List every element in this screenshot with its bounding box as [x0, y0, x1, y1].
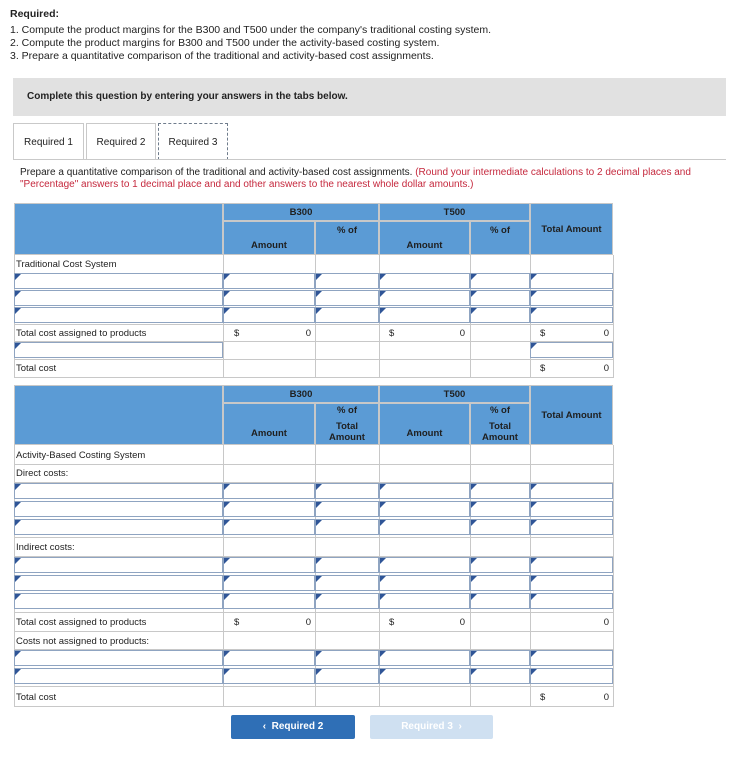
abc-direct-row1-b300-pct[interactable]	[315, 483, 379, 499]
abc-unassigned-row2-t500-amount[interactable]	[379, 668, 470, 684]
abc-header-total-amount: Total Amount	[530, 385, 613, 445]
abc-unassigned-row1-b300-pct[interactable]	[315, 650, 379, 666]
traditional-total-cost-label: Total cost	[16, 363, 57, 374]
traditional-total-sum-dollar: $	[540, 328, 546, 339]
next-required-3-button[interactable]	[370, 715, 493, 739]
traditional-header-total-amount: Total Amount	[530, 203, 613, 255]
tab-required-3[interactable]: Required 3	[158, 123, 228, 160]
abc-direct-row1-label[interactable]	[14, 483, 223, 499]
traditional-header-b300-pct: % of	[315, 221, 379, 255]
abc-indirect-row1-t500-amount[interactable]	[379, 557, 470, 573]
abc-unassigned-row1-t500-amount[interactable]	[379, 650, 470, 666]
abc-indirect-row1-total[interactable]	[530, 557, 613, 573]
traditional-row1-t500-pct[interactable]	[470, 273, 530, 289]
traditional-total-b300-value: 0	[305, 328, 311, 339]
abc-indirect-row2-b300-amount[interactable]	[223, 575, 315, 591]
abc-total-cost-value: 0	[603, 692, 609, 703]
traditional-header-b300-amount: Amount	[223, 221, 315, 255]
abc-header-t500-pct-line1: % of	[489, 405, 511, 416]
abc-section-label: Activity-Based Costing System	[16, 450, 146, 461]
traditional-extra-total-input[interactable]	[530, 342, 613, 358]
abc-direct-row3-t500-pct[interactable]	[470, 519, 530, 535]
prev-button-label: Required 2	[271, 721, 324, 732]
abc-indirect-costs-label: Indirect costs:	[16, 542, 75, 553]
abc-header-b300: B300	[223, 385, 379, 403]
required-item-2: 2. Compute the product margins for B300 and T500 under the activity-based costing system.	[10, 37, 440, 49]
abc-indirect-row1-label[interactable]	[14, 557, 223, 573]
abc-indirect-row3-t500-pct[interactable]	[470, 593, 530, 609]
traditional-row1-total[interactable]	[530, 273, 613, 289]
traditional-section-label: Traditional Cost System	[16, 259, 117, 270]
abc-header-b300-pct-line1: % of	[336, 405, 358, 416]
abc-direct-row1-total[interactable]	[530, 483, 613, 499]
traditional-row1-label-input[interactable]	[14, 273, 223, 289]
abc-direct-row3-t500-amount[interactable]	[379, 519, 470, 535]
traditional-header-blank	[14, 203, 223, 255]
tab-required-1[interactable]: Required 1	[13, 123, 84, 160]
traditional-row3-t500-amount[interactable]	[379, 307, 470, 323]
traditional-total-t500-value: 0	[459, 328, 465, 339]
prev-required-2-button[interactable]	[231, 715, 355, 739]
traditional-row3-b300-amount[interactable]	[223, 307, 315, 323]
traditional-row1-b300-pct[interactable]	[315, 273, 379, 289]
abc-total-cost-label: Total cost	[16, 692, 57, 703]
traditional-total-cost-value: 0	[603, 363, 609, 374]
tab-required-2[interactable]: Required 2	[86, 123, 156, 160]
abc-indirect-row2-b300-pct[interactable]	[315, 575, 379, 591]
abc-unassigned-row1-t500-pct[interactable]	[470, 650, 530, 666]
abc-indirect-row3-label[interactable]	[14, 593, 223, 609]
abc-unassigned-row2-b300-amount[interactable]	[223, 668, 315, 684]
abc-indirect-row2-total[interactable]	[530, 575, 613, 591]
abc-unassigned-row1-total[interactable]	[530, 650, 613, 666]
abc-indirect-row1-b300-pct[interactable]	[315, 557, 379, 573]
abc-unassigned-row2-label[interactable]	[14, 668, 223, 684]
traditional-header-t500-pct: % of	[470, 221, 530, 255]
abc-direct-row2-t500-pct[interactable]	[470, 501, 530, 517]
abc-direct-row2-t500-amount[interactable]	[379, 501, 470, 517]
traditional-row3-label-input[interactable]	[14, 307, 223, 323]
abc-unassigned-row1-label[interactable]	[14, 650, 223, 666]
chevron-right-icon: ›	[458, 721, 462, 732]
abc-header-t500: T500	[379, 385, 530, 403]
abc-indirect-row3-b300-pct[interactable]	[315, 593, 379, 609]
abc-direct-row1-t500-pct[interactable]	[470, 483, 530, 499]
tab-divider	[13, 159, 726, 160]
traditional-total-sum-value: 0	[603, 328, 609, 339]
abc-direct-row2-b300-amount[interactable]	[223, 501, 315, 517]
abc-unassigned-row2-b300-pct[interactable]	[315, 668, 379, 684]
required-item-3: 3. Prepare a quantitative comparison of the traditional and activity-based cost assignments.	[10, 50, 434, 62]
abc-header-b300-pct	[315, 403, 379, 445]
traditional-row3-total[interactable]	[530, 307, 613, 323]
traditional-total-t500-dollar: $	[389, 328, 395, 339]
abc-indirect-row3-total[interactable]	[530, 593, 613, 609]
abc-unassigned-row2-total[interactable]	[530, 668, 613, 684]
traditional-header-b300: B300	[223, 203, 379, 221]
abc-direct-row2-total[interactable]	[530, 501, 613, 517]
abc-direct-row1-b300-amount[interactable]	[223, 483, 315, 499]
abc-direct-row2-b300-pct[interactable]	[315, 501, 379, 517]
abc-indirect-row2-t500-amount[interactable]	[379, 575, 470, 591]
abc-total-cost-dollar: $	[540, 692, 546, 703]
abc-total-sum-value: 0	[603, 617, 609, 628]
traditional-row2-label-input[interactable]	[14, 290, 223, 306]
abc-direct-row3-b300-amount[interactable]	[223, 519, 315, 535]
traditional-row2-t500-pct[interactable]	[470, 290, 530, 306]
abc-direct-row3-total[interactable]	[530, 519, 613, 535]
traditional-total-cost-dollar: $	[540, 363, 546, 374]
abc-indirect-row2-label[interactable]	[14, 575, 223, 591]
abc-unassigned-row2-t500-pct[interactable]	[470, 668, 530, 684]
traditional-row1-b300-amount[interactable]	[223, 273, 315, 289]
abc-indirect-row3-b300-amount[interactable]	[223, 593, 315, 609]
traditional-row3-t500-pct[interactable]	[470, 307, 530, 323]
instruction-banner: Complete this question by entering your answers in the tabs below.	[13, 78, 726, 116]
traditional-header-t500-amount: Amount	[379, 221, 470, 255]
abc-header-blank	[14, 385, 223, 445]
abc-total-t500-value: 0	[459, 617, 465, 628]
traditional-total-b300-dollar: $	[234, 328, 240, 339]
traditional-total-assigned-label: Total cost assigned to products	[16, 328, 147, 339]
abc-indirect-row1-b300-amount[interactable]	[223, 557, 315, 573]
instruction-note: (Round your intermediate calculations to 2 decimal places and "Percentage" answers to 1 decimal place and and other answers to the nearest whole dollar amounts.)	[20, 167, 691, 190]
traditional-row3-b300-pct[interactable]	[315, 307, 379, 323]
traditional-row2-b300-amount[interactable]	[223, 290, 315, 306]
abc-total-assigned-label: Total cost assigned to products	[16, 617, 147, 628]
abc-indirect-row1-t500-pct[interactable]	[470, 557, 530, 573]
required-item-1: 1. Compute the product margins for the B300 and T500 under the company's traditional costing system.	[10, 24, 491, 36]
abc-direct-row3-b300-pct[interactable]	[315, 519, 379, 535]
traditional-extra-label-input[interactable]	[14, 342, 223, 358]
abc-direct-row3-label[interactable]	[14, 519, 223, 535]
abc-header-b300-amount: Amount	[223, 403, 315, 445]
next-button-label: Required 3	[401, 721, 453, 732]
traditional-row2-b300-pct[interactable]	[315, 290, 379, 306]
abc-direct-row2-label[interactable]	[14, 501, 223, 517]
abc-unassigned-row1-b300-amount[interactable]	[223, 650, 315, 666]
abc-header-t500-pct-line2: Total Amount	[482, 421, 518, 443]
abc-indirect-row2-t500-pct[interactable]	[470, 575, 530, 591]
abc-costs-not-assigned-label: Costs not assigned to products:	[16, 636, 150, 647]
abc-header-t500-amount: Amount	[379, 403, 470, 445]
required-heading: Required:	[10, 8, 60, 20]
instruction-main: Prepare a quantitative comparison of the traditional and activity-based cost assignments.	[20, 167, 416, 178]
traditional-row2-total[interactable]	[530, 290, 613, 306]
abc-total-b300-dollar: $	[234, 617, 240, 628]
abc-direct-costs-label: Direct costs:	[16, 468, 69, 479]
abc-header-t500-pct	[470, 403, 530, 445]
abc-direct-row1-t500-amount[interactable]	[379, 483, 470, 499]
chevron-left-icon: ‹	[262, 721, 267, 732]
traditional-row1-t500-amount[interactable]	[379, 273, 470, 289]
question-instruction	[20, 167, 720, 191]
traditional-row2-t500-amount[interactable]	[379, 290, 470, 306]
abc-header-b300-pct-line2: Total Amount	[329, 421, 365, 443]
abc-total-b300-value: 0	[305, 617, 311, 628]
abc-total-t500-dollar: $	[389, 617, 395, 628]
traditional-header-t500: T500	[379, 203, 530, 221]
abc-indirect-row3-t500-amount[interactable]	[379, 593, 470, 609]
